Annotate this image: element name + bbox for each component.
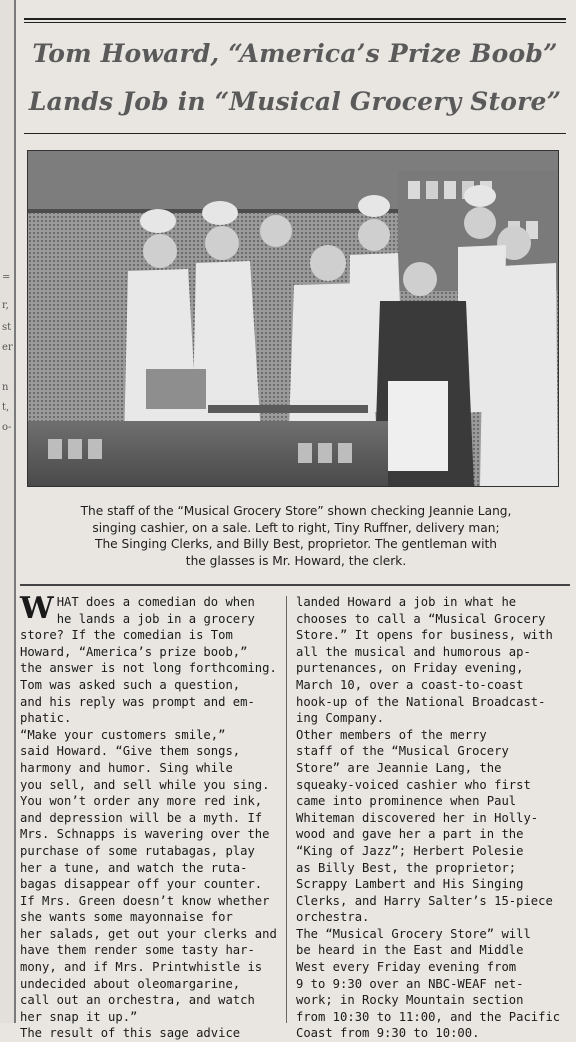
- article-line: “King of Jazz”; Herbert Polesie: [296, 843, 524, 858]
- article-line: store? If the comedian is Tom: [20, 628, 233, 643]
- drop-cap: W: [20, 591, 54, 626]
- gutter-fragment: =: [2, 272, 11, 283]
- article-line: staff of the “Musical Grocery: [296, 744, 509, 759]
- article-line: You won’t order any more red ink,: [20, 794, 263, 809]
- headline-top-rule-thin: [24, 22, 566, 23]
- gutter-fragment: r,: [2, 300, 9, 311]
- headline-top-rule: [24, 18, 566, 20]
- article-line: said Howard. “Give them songs,: [20, 744, 241, 759]
- article-line: purtenances, on Friday evening,: [296, 661, 524, 676]
- article-column-left: [20, 591, 282, 1041]
- article-right-body: [296, 594, 564, 1042]
- article-line: orchestra.: [296, 910, 370, 925]
- adjacent-column-fragment: [0, 0, 14, 1023]
- article-line: undecided about oleomargarine,: [20, 976, 241, 991]
- article-line: you sell, and sell while you sing.: [20, 777, 270, 792]
- article-left-body: [20, 627, 282, 1042]
- article-line: The “Musical Grocery Store” will: [296, 926, 531, 941]
- article-line: ing Company.: [296, 711, 385, 726]
- article-line: she wants some mayonnaise for: [20, 910, 233, 925]
- article-line: from 10:30 to 11:00, and the Pacific: [296, 1009, 561, 1024]
- article-line: her snap it up.”: [20, 1009, 138, 1024]
- article-line: her salads, get out your clerks and: [20, 926, 277, 941]
- article-line: phatic.: [20, 711, 72, 726]
- caption-rule: [20, 584, 570, 586]
- article-line: all the musical and humorous ap-: [296, 644, 531, 659]
- article-line: he lands a job in a grocery: [56, 611, 255, 626]
- caption-line: singing cashier, on a sale. Left to right, Tiny Ruffner, delivery man;: [92, 520, 500, 535]
- article-line: squeaky-voiced cashier who first: [296, 777, 531, 792]
- headline-line-1: Tom Howard, “America’s Prize Boob”: [32, 39, 558, 68]
- article-line: and his reply was prompt and em-: [20, 694, 255, 709]
- gutter-fragment: t,: [2, 402, 10, 413]
- caption-line: The Singing Clerks, and Billy Best, proprietor. The gentleman with: [95, 537, 497, 551]
- article-line: as Billy Best, the proprietor;: [296, 860, 517, 875]
- article-line: Scrappy Lambert and His Singing: [296, 877, 524, 892]
- article-line: Coast from 9:30 to 10:00.: [296, 1026, 480, 1041]
- article-line: 9 to 9:30 over an NBC-WEAF net-: [296, 976, 524, 991]
- article-line: Store” are Jeannie Lang, the: [296, 760, 502, 775]
- article-line: chooses to call a “Musical Grocery: [296, 611, 546, 626]
- article-line: Clerks, and Harry Salter’s 15-piece: [296, 893, 553, 908]
- gutter-fragment: n: [2, 382, 9, 393]
- column-rule: [14, 0, 16, 1023]
- article-line: March 10, over a coast-to-coast: [296, 677, 524, 692]
- article-line: West every Friday evening from: [296, 960, 517, 975]
- headline: [24, 30, 566, 130]
- column-divider: [286, 596, 287, 1023]
- gutter-fragment: o-: [2, 422, 12, 433]
- article-line: The result of this sage advice: [20, 1026, 241, 1041]
- gutter-fragment: er: [2, 342, 13, 353]
- article-line: landed Howard a job in what he: [296, 595, 517, 609]
- article-line: “Make your customers smile,”: [20, 727, 226, 742]
- group-photo: [27, 150, 559, 487]
- caption-line: The staff of the “Musical Grocery Store” shown checking Jeannie Lang,: [80, 504, 512, 518]
- article-line: her a tune, and watch the ruta-: [20, 860, 248, 875]
- photo-caption: [22, 503, 570, 573]
- caption-line: the glasses is Mr. Howard, the clerk.: [185, 553, 407, 568]
- article-line: Other members of the merry: [296, 727, 487, 742]
- article-line: Howard, “America’s prize boob,”: [20, 644, 248, 659]
- article-line: mony, and if Mrs. Printwhistle is: [20, 960, 263, 975]
- gutter-fragment: st: [2, 322, 12, 333]
- article-line: work; in Rocky Mountain section: [296, 993, 524, 1008]
- article-line: have them render some tasty har-: [20, 943, 255, 958]
- article-line: came into prominence when Paul: [296, 794, 517, 809]
- article-line: Mrs. Schnapps is wavering over the: [20, 827, 270, 842]
- group-photo-icon: [28, 151, 558, 486]
- article-line: harmony and humor. Sing while: [20, 760, 233, 775]
- article-line: purchase of some rutabagas, play: [20, 843, 255, 858]
- article-line: HAT does a comedian do when: [56, 595, 255, 609]
- article-line: bagas disappear off your counter.: [20, 877, 263, 892]
- article-line: If Mrs. Green doesn’t know whether: [20, 893, 270, 908]
- article-line: Whiteman discovered her in Holly-: [296, 810, 539, 825]
- headline-bottom-rule: [24, 133, 566, 134]
- article-line: hook-up of the National Broadcast-: [296, 694, 546, 709]
- article-line: wood and gave her a part in the: [296, 827, 524, 842]
- headline-line-2: Lands Job in “Musical Grocery Store”: [28, 87, 562, 116]
- article-column-right: [296, 594, 564, 1041]
- article-line: Store.” It opens for business, with: [296, 628, 553, 643]
- article-line: and depression will be a myth. If: [20, 810, 263, 825]
- article-line: be heard in the East and Middle: [296, 943, 524, 958]
- article-line: the answer is not long forthcoming.: [20, 661, 277, 676]
- article-line: call out an orchestra, and watch: [20, 993, 255, 1008]
- article-line: Tom was asked such a question,: [20, 677, 241, 692]
